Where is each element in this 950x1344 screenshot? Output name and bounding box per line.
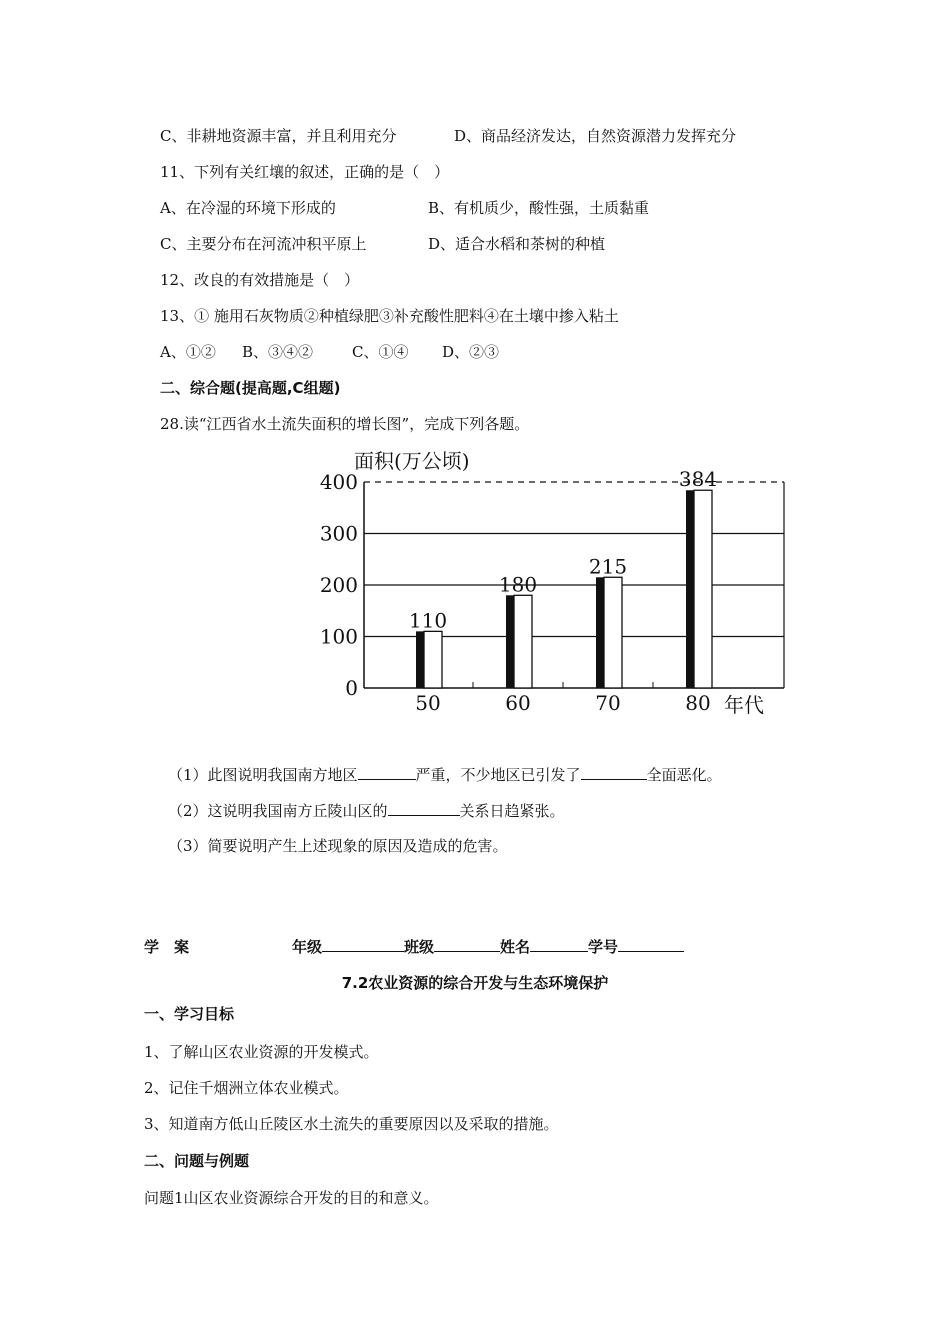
q10-options-row [160, 126, 736, 146]
q11-options-row-1 [160, 198, 649, 218]
goal-item: 1、了解山区农业资源的开发模式。 [144, 1043, 379, 1061]
chart-x-axis-label: 年代 [724, 693, 764, 717]
q11-option-b: B、有机质少，酸性强，土质黏重 [428, 199, 650, 217]
chart-y-tick-label: 300 [319, 521, 358, 546]
chart-y-tick-label: 400 [319, 470, 358, 494]
study-plan-label: 学 案 [144, 938, 190, 956]
id-label: 学号 [588, 938, 619, 956]
q28-sub1-text-b: 严重，不少地区已引发了 [415, 766, 581, 784]
q13-option-d: D、②③ [442, 343, 500, 361]
chart-data-label: 384 [678, 467, 718, 492]
problem-1: 问题1山区农业资源综合开发的目的和意义。 [144, 1189, 439, 1207]
q28-sub2-text-a: （2）这说明我国南方丘陵山区的 [168, 802, 388, 820]
q11-options-row-2 [160, 234, 605, 254]
chart-bar-dark [686, 490, 694, 688]
chart-x-ticks [415, 682, 710, 715]
chart-data-label: 180 [498, 572, 538, 597]
q13-stem: 13、① 施用石灰物质②种植绿肥③补充酸性肥料④在土壤中掺入粘土 [160, 307, 619, 325]
chart-y-ticks [320, 470, 358, 700]
q13-options-row [160, 342, 499, 362]
grade-blank[interactable] [322, 936, 404, 952]
chart-bars [409, 467, 717, 688]
class-blank[interactable] [434, 936, 500, 952]
chart-bar-light [514, 595, 532, 688]
q28-sub1-blank-1[interactable] [358, 764, 416, 780]
q28-sub1-text-a: （1）此图说明我国南方地区 [168, 766, 358, 784]
goal-item: 2、记住千烟洲立体农业模式。 [144, 1079, 349, 1097]
q28-sub2-text-b: 关系日趋紧张。 [459, 802, 565, 820]
goal-item: 3、知道南方低山丘陵区水土流失的重要原因以及采取的措施。 [144, 1115, 559, 1133]
chart-bar-light [694, 490, 712, 688]
q28-sub1-text-c: 全面恶化。 [646, 766, 722, 784]
q28-sub2 [168, 800, 565, 821]
chart-x-tick-label: 60 [505, 691, 531, 715]
study-plan-header [144, 936, 684, 957]
q11-stem: 11、下列有关红壤的叙述，正确的是（ ） [160, 163, 450, 181]
chart-x-tick-label: 50 [415, 691, 441, 715]
study-sec2-heading: 二、问题与例题 [144, 1152, 250, 1170]
chart-bar-light [424, 631, 442, 688]
chart-bar-light [604, 577, 622, 688]
chart-x-tick-label: 80 [685, 691, 711, 715]
study-plan-title: 7.2农业资源的综合开发与生态环境保护 [341, 974, 609, 992]
chart-y-tick-label: 200 [319, 573, 358, 597]
chart-x-tick-label: 70 [595, 691, 621, 715]
name-label: 姓名 [500, 938, 531, 956]
q11-option-d: D、适合水稻和茶树的种植 [428, 235, 606, 253]
chart-bar-dark [596, 577, 604, 688]
q10-option-c: C、非耕地资源丰富，并且利用充分 [160, 127, 397, 145]
name-blank[interactable] [530, 936, 588, 952]
class-label: 班级 [404, 938, 435, 956]
q28-sub1 [168, 764, 722, 785]
q13-option-b: B、③④② [242, 343, 314, 361]
q28-sub3: （3）简要说明产生上述现象的原因及造成的危害。 [168, 837, 508, 855]
q28-stem: 28.读“江西省水土流失面积的增长图”，完成下列各题。 [160, 415, 530, 433]
chart-data-label: 215 [588, 554, 628, 579]
study-sec1-heading: 一、学习目标 [144, 1005, 235, 1023]
q11-option-a: A、在冷湿的环境下形成的 [160, 199, 336, 217]
q28-sub1-blank-2[interactable] [581, 764, 647, 780]
soil-erosion-bar-chart [318, 446, 798, 726]
chart-y-tick-label: 0 [345, 676, 358, 700]
chart-y-tick-label: 100 [319, 624, 358, 649]
q12-stem: 12、改良的有效措施是（ ） [160, 271, 360, 289]
chart-y-axis-label: 面积(万公顷) [354, 449, 470, 473]
q11-option-c: C、主要分布在河流冲积平原上 [160, 235, 367, 253]
chart-bar-dark [506, 595, 514, 688]
q28-sub2-blank[interactable] [388, 800, 460, 816]
grade-label: 年级 [292, 938, 323, 956]
q13-option-a: A、①② [160, 343, 216, 361]
chart-data-label: 110 [408, 608, 448, 633]
section2-heading: 二、综合题(提高题,C组题) [160, 379, 341, 397]
id-blank[interactable] [618, 936, 684, 952]
chart-bar-dark [416, 631, 424, 688]
q13-option-c: C、①④ [352, 343, 409, 361]
q10-option-d: D、商品经济发达，自然资源潜力发挥充分 [454, 127, 737, 145]
